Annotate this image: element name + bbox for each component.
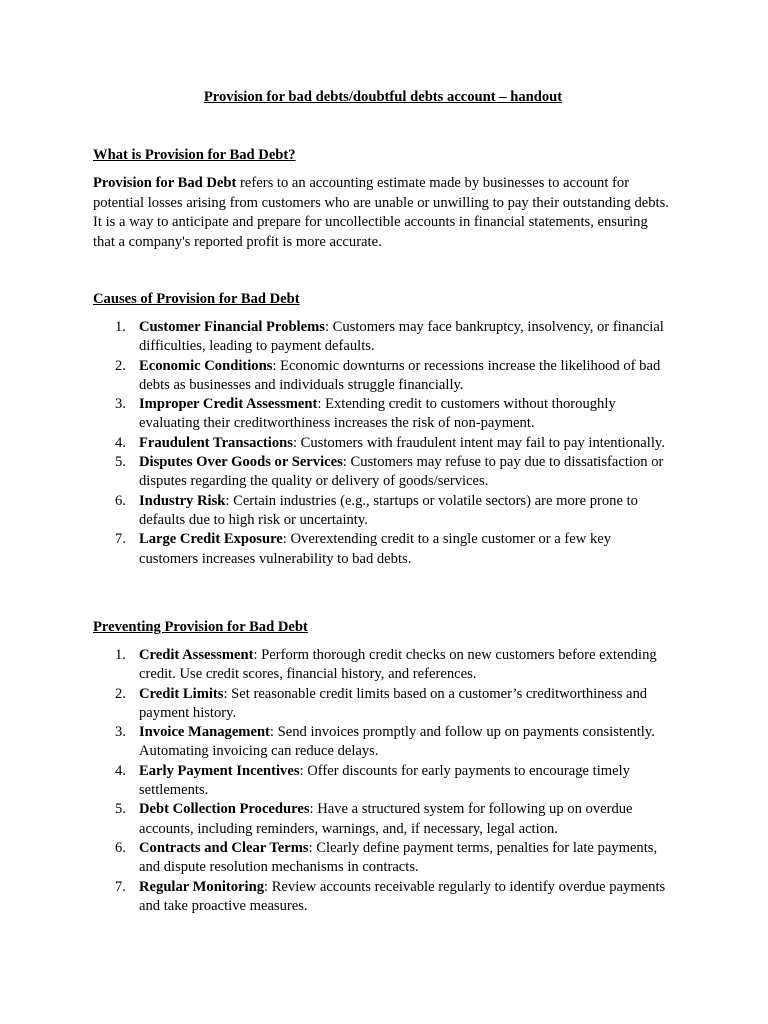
document-title: Provision for bad debts/doubtful debts account – handout xyxy=(203,89,563,105)
list-text: : Review accounts receivable regularly to identify overdue payments and take proactive measures. xyxy=(139,878,666,914)
list-text: : Set reasonable credit limits based on a customer’s creditworthiness and payment history. xyxy=(139,685,648,721)
list-number: 3. xyxy=(115,724,126,741)
list-number: 4. xyxy=(115,762,126,779)
list-number: 1. xyxy=(115,319,126,335)
list-term: Regular Monitoring xyxy=(139,878,264,895)
list-number: 6. xyxy=(115,839,126,856)
list-item xyxy=(93,453,673,492)
list-term: Customer Financial Problems xyxy=(139,319,325,335)
list-number: 7. xyxy=(115,878,126,895)
preventing-list xyxy=(93,646,673,916)
list-item xyxy=(93,800,673,839)
list-term: Invoice Management xyxy=(139,724,270,741)
causes-list xyxy=(93,318,673,569)
list-number: 4. xyxy=(115,434,126,451)
list-number: 5. xyxy=(115,454,126,471)
list-text: : Have a structured system for following up on overdue accounts, including reminders, warnings, and, if necessary, legal action. xyxy=(139,801,633,837)
list-number: 1. xyxy=(115,647,126,663)
section-heading-definition: What is Provision for Bad Debt? xyxy=(93,147,296,163)
list-text: : Extending credit to customers without thoroughly evaluating their creditworthiness increases the risk of non-payment. xyxy=(139,396,616,432)
list-text: : Economic downturns or recessions increase the likelihood of bad debts as businesses and individuals struggle financially. xyxy=(139,357,661,393)
section-heading-causes: Causes of Provision for Bad Debt xyxy=(93,291,300,307)
definition-text: refers to an accounting estimate made by businesses to account for potential losses arising from customers who are unable or unwilling to pay their outstanding debts. It is a way to anticipate and prepare for uncollectible accounts in financial statements, ensuring that a company's reported profit is more accurate. xyxy=(93,175,669,250)
list-term: Early Payment Incentives xyxy=(139,762,300,779)
list-item xyxy=(93,492,673,531)
list-item xyxy=(93,685,673,724)
list-text: : Send invoices promptly and follow up on payments consistently. Automating invoicing can reduce delays. xyxy=(139,724,655,760)
list-term: Improper Credit Assessment xyxy=(139,396,318,413)
list-number: 3. xyxy=(115,396,126,413)
list-term: Economic Conditions xyxy=(139,357,273,374)
definition-paragraph xyxy=(93,174,673,252)
list-number: 6. xyxy=(115,492,126,509)
list-text: : Overextending credit to a single customer or a few key customers increases vulnerability to bad debts. xyxy=(139,531,612,567)
list-term: Disputes Over Goods or Services xyxy=(139,454,343,471)
list-item xyxy=(93,357,673,396)
list-item xyxy=(93,723,673,762)
list-item xyxy=(93,762,673,801)
list-term: Debt Collection Procedures xyxy=(139,801,310,818)
list-number: 5. xyxy=(115,801,126,818)
list-item xyxy=(93,395,673,434)
list-text: : Clearly define payment terms, penalties for late payments, and dispute resolution mechanisms in contracts. xyxy=(139,839,658,876)
list-item xyxy=(93,530,673,569)
list-number: 2. xyxy=(115,685,126,702)
list-term: Contracts and Clear Terms xyxy=(139,839,309,856)
list-item xyxy=(93,434,673,453)
list-number: 2. xyxy=(115,357,126,374)
list-term: Credit Limits xyxy=(139,685,224,702)
section-heading-preventing: Preventing Provision for Bad Debt xyxy=(93,619,308,635)
list-item xyxy=(93,878,673,917)
list-item xyxy=(93,646,673,685)
list-term: Large Credit Exposure xyxy=(139,531,283,548)
list-number: 7. xyxy=(115,531,126,548)
list-text: : Customers with fraudulent intent may fail to pay intentionally. xyxy=(292,434,665,451)
list-text: : Offer discounts for early payments to encourage timely settlements. xyxy=(139,762,630,799)
list-text: : Perform thorough credit checks on new customers before extending credit. Use credit scores, financial history, and references. xyxy=(139,647,657,683)
list-term: Fraudulent Transactions xyxy=(139,434,293,451)
list-term: Credit Assessment xyxy=(139,647,254,663)
list-text: : Certain industries (e.g., startups or volatile sectors) are more prone to defaults due to high risk or uncertainty. xyxy=(139,492,638,528)
list-text: : Customers may refuse to pay due to dissatisfaction or disputes regarding the quality or delivery of goods/services. xyxy=(139,454,664,490)
list-text: : Customers may face bankruptcy, insolvency, or financial difficulties, leading to payment defaults. xyxy=(139,319,664,355)
list-item xyxy=(93,839,673,878)
list-term: Industry Risk xyxy=(139,492,226,509)
definition-term: Provision for Bad Debt xyxy=(93,175,237,191)
list-item xyxy=(93,318,673,357)
